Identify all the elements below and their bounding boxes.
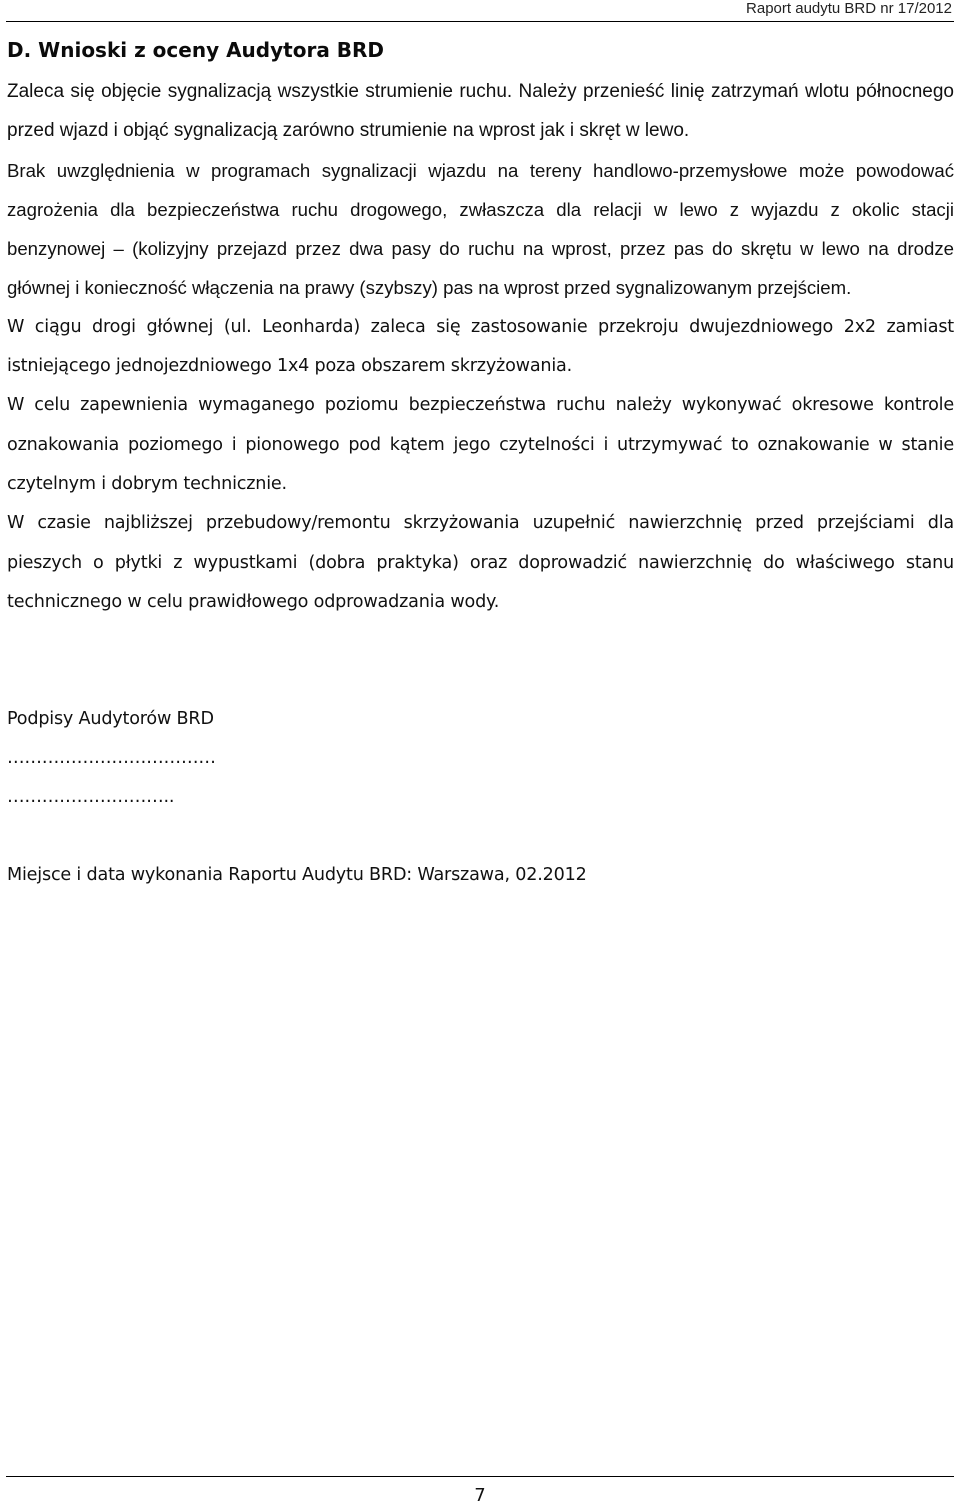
header-divider xyxy=(6,21,954,22)
footer-divider xyxy=(6,1476,954,1477)
place-and-date: Miejsce i data wykonania Raportu Audytu BRD: Warszawa, 02.2012 xyxy=(7,865,587,885)
paragraph-marking-control: W celu zapewnienia wymaganego poziomu bezpieczeństwa ruchu należy wykonywać okresowe kontrole oznakowania poziomego i pionowego pod kątem jego czytelności i utrzymywać to oznakowanie w stanie czytelnym i dobrym technicznie. xyxy=(7,395,954,494)
signatures-block xyxy=(7,700,216,817)
page-number: 7 xyxy=(474,1485,486,1506)
paragraph-cross-section: W ciągu drogi głównej (ul. Leonharda) zaleca się zastosowanie przekroju dwujezdniowego 2x2 zamiast istniejącego jednojezdniowego 1x4 poza obszarem skrzyżowania. xyxy=(7,316,954,377)
report-header: Raport audytu BRD nr 17/2012 xyxy=(746,0,952,17)
section-title: D. Wnioski z oceny Audytora BRD xyxy=(7,38,385,62)
paragraph-risk: Brak uwzględnienia w programach sygnalizacji wjazdu na tereny handlowo-przemysłowe może powodować zagrożenia dla bezpieczeństwa ruchu drogowego, zwłaszcza dla relacji w lewo z wyjazdu z okolic stacji benzynowej – (kolizyjny przejazd przez dwa pasy do ruchu na wprost, przez pas do skrętu w lewo na drodze głównej i konieczność włączenia na prawy (szybszy) pas na wprost przed sygnalizowanym przejściem. xyxy=(7,159,954,299)
signatures-label: Podpisy Audytorów BRD xyxy=(7,709,214,729)
signature-line-1: ……………………………… xyxy=(7,748,216,768)
conclusions-body xyxy=(7,72,954,622)
signature-line-2: ……………………….. xyxy=(7,787,175,807)
paragraph-pavement: W czasie najbliższej przebudowy/remontu skrzyżowania uzupełnić nawierzchnię przed przejściami dla pieszych o płytki z wypustkami (dobra praktyka) oraz doprowadzić nawierzchnię do właściwego stanu technicznego w celu prawidłowego odprowadzania wody. xyxy=(7,513,954,612)
paragraph-signalization: Zaleca się objęcie sygnalizacją wszystkie strumienie ruchu. Należy przenieść linię zatrzymań wlotu północnego przed wjazd i objąć sygnalizacją zarówno strumienie na wprost jak i skręt w lewo. xyxy=(7,81,954,142)
